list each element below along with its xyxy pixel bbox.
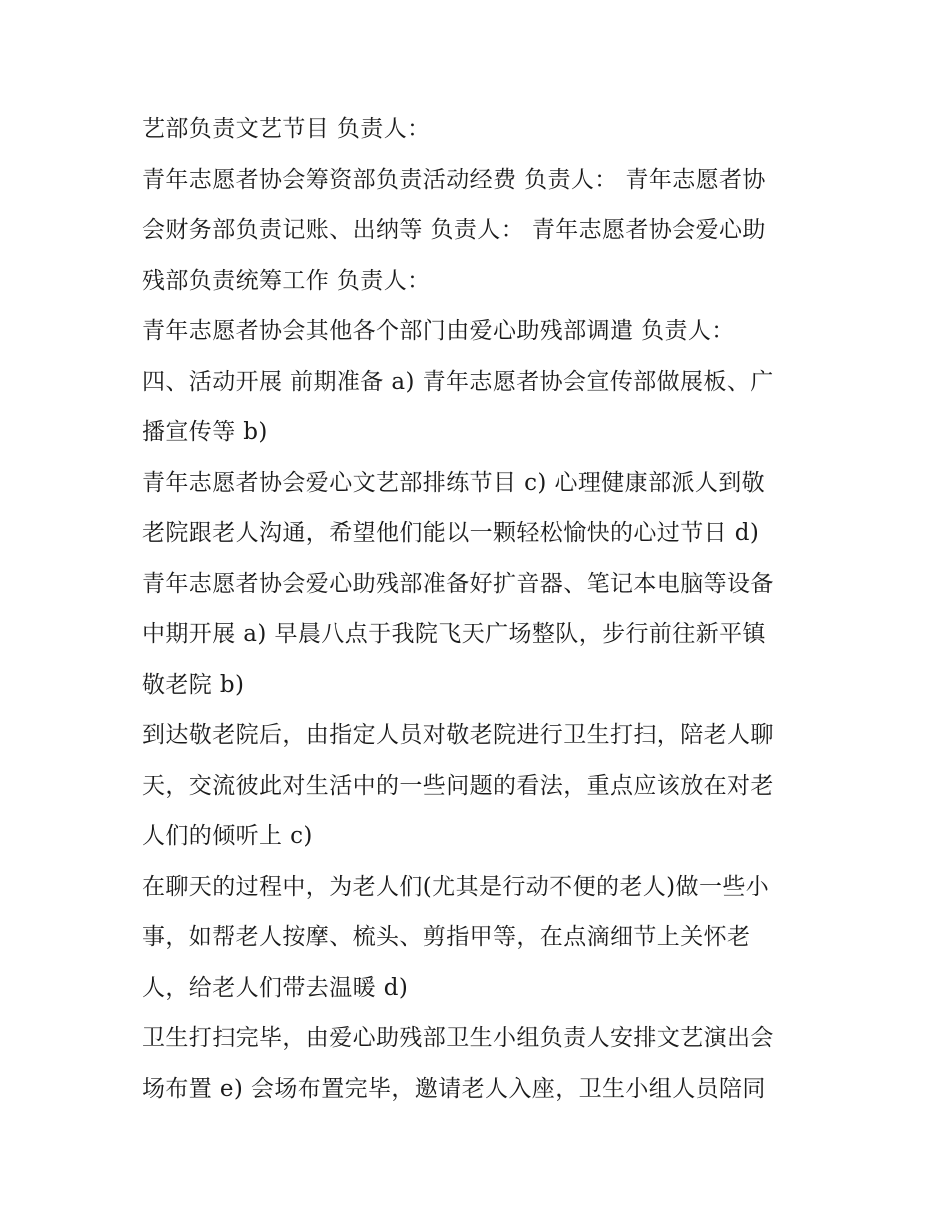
paragraph-2 [142,155,822,307]
text-line: 到达敬老院后，由指定人员对敬老院进行卫生打扫，陪老人聊 [142,722,774,748]
document-body [142,104,822,1114]
text-line: 青年志愿者协会其他各个部门由爱心助残部调遣 负责人： [142,318,735,344]
text-line: 事，如帮老人按摩、梳头、剪指甲等，在点滴细节上关怀老 [142,924,751,950]
text-line: 天，交流彼此对生活中的一些问题的看法，重点应该放在对老 [142,772,774,799]
text-line: 青年志愿者协会爱心文艺部排练节目 c) 心理健康部派人到敬 [142,469,766,496]
text-line: 青年志愿者协会筹资部负责活动经费 负责人： 青年志愿者协 [142,166,766,193]
paragraph-5 [142,458,822,711]
text-line: 播宣传等 b) [142,419,268,445]
paragraph-8 [142,1013,822,1114]
paragraph-1 [142,104,822,155]
paragraph-6 [142,710,822,862]
paragraph-3 [142,306,822,357]
text-line: 四、活动开展 前期准备 a) 青年志愿者协会宣传部做展板、广 [142,368,774,395]
text-line: 人们的倾听上 c) [142,823,313,849]
text-line: 会财务部负责记账、出纳等 负责人： 青年志愿者协会爱心助 [142,217,766,243]
text-line: 人，给老人们带去温暖 d) [142,974,409,1001]
text-line: 残部负责统筹工作 负责人： [142,267,431,294]
text-line: 敬老院 b) [142,671,245,698]
paragraph-7 [142,862,822,1014]
text-line: 艺部负责文艺节目 负责人： [142,116,431,142]
text-line: 青年志愿者协会爱心助残部准备好扩音器、笔记本电脑等设备 [142,570,774,597]
text-line: 卫生打扫完毕，由爱心助残部卫生小组负责人安排文艺演出会 [142,1025,774,1051]
text-line: 老院跟老人沟通，希望他们能以一颗轻松愉快的心过节日 d) [142,520,760,546]
text-line: 在聊天的过程中，为老人们(尤其是行动不便的老人)做一些小 [142,873,770,900]
text-line: 中期开展 a) 早晨八点于我院飞天广场整队，步行前往新平镇 [142,621,766,647]
paragraph-4 [142,357,822,458]
text-line: 场布置 e) 会场布置完毕，邀请老人入座，卫生小组人员陪同 [142,1075,766,1102]
